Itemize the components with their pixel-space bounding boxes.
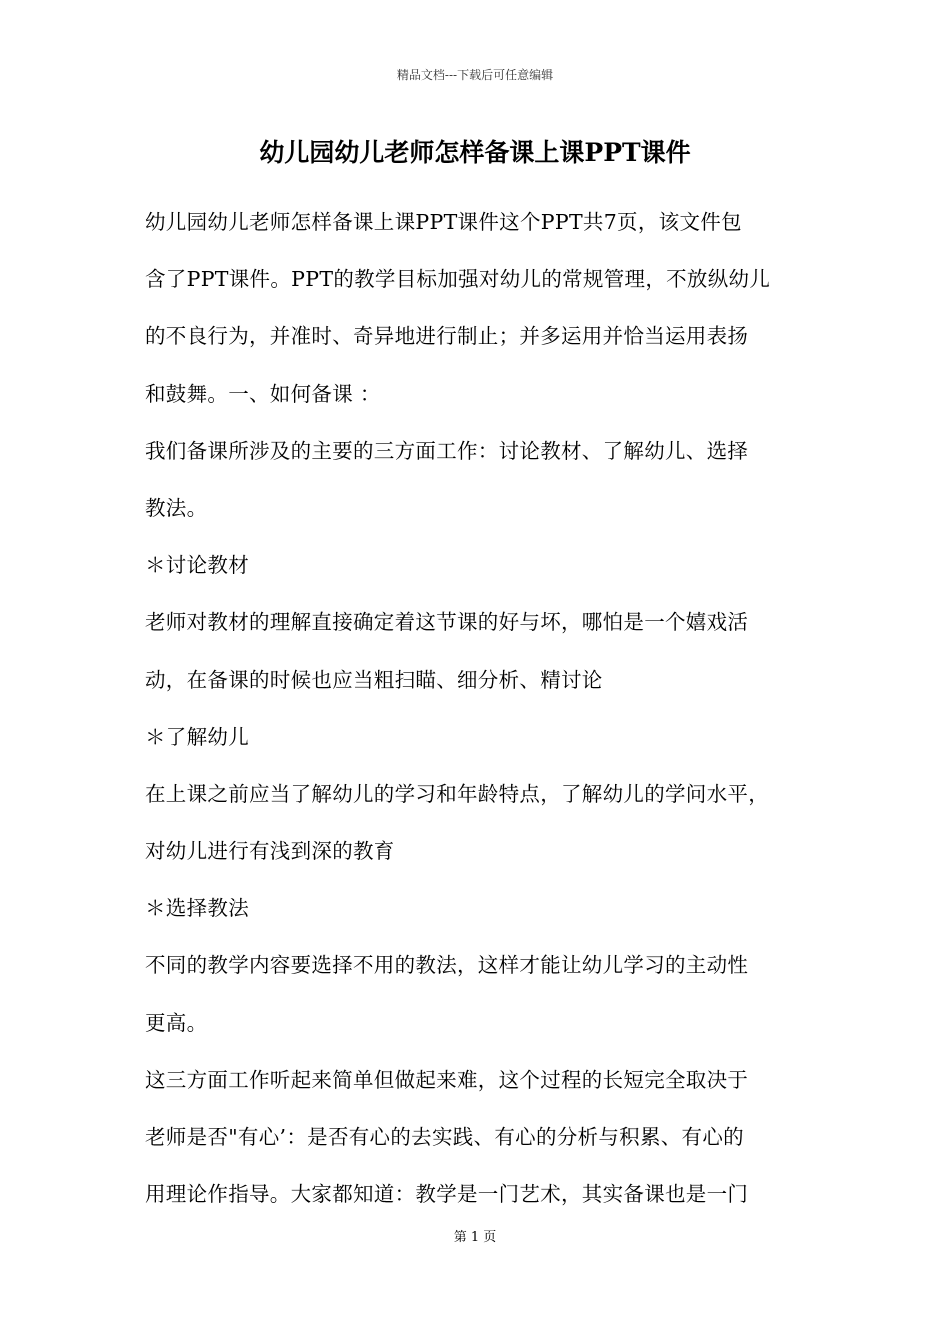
body-line: 我们备课所涉及的主要的三方面工作：讨论教材、了解幼儿、选择 — [145, 438, 749, 463]
body-line: 用理论作指导。大家都知道：教学是一门艺术，其实备课也是一门 — [145, 1182, 749, 1207]
body-line: 动，在备课的时候也应当粗扫瞄、细分析、精讨论 — [145, 667, 603, 692]
body-line: 对幼儿进行有浅到深的教育 — [145, 839, 395, 864]
body-line: 这三方面工作听起来简单但做起来难，这个过程的长短完全取决于 — [145, 1067, 749, 1092]
body-line: 幼儿园幼儿老师怎样备课上课PPT课件这个PPT共7页，该文件包 — [145, 210, 742, 234]
section-heading: ＊选择教法 — [145, 896, 249, 921]
body-line: 不同的教学内容要选择不用的教法，这样才能让幼儿学习的主动性 — [145, 953, 749, 978]
body-line: 含了PPT课件。PPT的教学目标加强对幼儿的常规管理，不放纵幼儿 — [145, 267, 771, 292]
body-line: 和鼓舞。一、如何备课 ： — [145, 381, 381, 406]
document-title: 幼儿园幼儿老师怎样备课上课PPT课件 — [259, 138, 691, 167]
body-line: 老师是否"有心’：是否有心的去实践、有心的分析与积累、有心的 — [145, 1125, 744, 1149]
body-line: 老师对教材的理解直接确定着这节课的好与坏，哪怕是一个嬉戏活 — [145, 610, 749, 635]
page-header: 精品文档---下载后可任意编辑 — [396, 68, 554, 82]
section-heading: ＊讨论教材 — [145, 553, 249, 578]
section-heading: ＊了解幼儿 — [145, 724, 249, 749]
body-line: 更高。 — [145, 1010, 208, 1035]
document-body — [145, 200, 810, 1229]
body-line: 在上课之前应当了解幼儿的学习和年龄特点，了解幼儿的学问水平， — [145, 781, 769, 806]
body-line: 教法。 — [145, 495, 208, 520]
body-line: 的不良行为，并准时、奇异地进行制止；并多运用并恰当运用表扬 — [145, 324, 749, 349]
page-number: 第 1 页 — [453, 1230, 497, 1245]
